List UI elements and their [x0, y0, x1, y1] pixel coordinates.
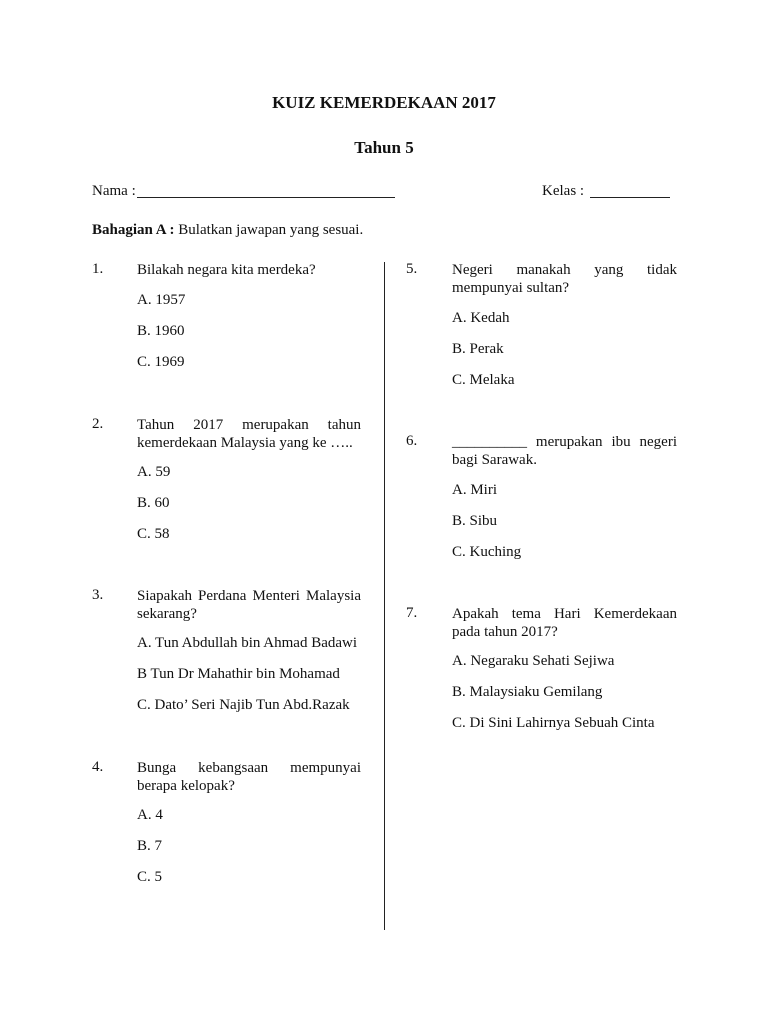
section-instruction: [92, 222, 363, 239]
question-3-line-1: Siapakah Perdana Menteri Malaysia: [137, 588, 361, 604]
question-7-number: 7.: [406, 605, 418, 621]
question-3-option-a[interactable]: A. Tun Abdullah bin Ahmad Badawi: [137, 635, 358, 651]
question-1-option-a[interactable]: A. 1957: [137, 292, 186, 308]
class-label: Kelas :: [542, 183, 585, 199]
question-2-text: [137, 416, 361, 452]
question-6-option-b[interactable]: B. Sibu: [452, 513, 498, 529]
section-label: Bahagian A :: [92, 222, 175, 238]
quiz-title: KUIZ KEMERDEKAAN 2017: [272, 93, 496, 112]
question-6-line-1: __________ merupakan ibu negeri: [452, 434, 677, 450]
question-5-number: 5.: [406, 261, 418, 277]
question-2-option-c[interactable]: C. 58: [137, 526, 170, 542]
question-5-option-a[interactable]: A. Kedah: [452, 310, 510, 326]
question-5-line-1: Negeri manakah yang tidak: [452, 262, 677, 278]
question-7-option-c[interactable]: C. Di Sini Lahirnya Sebuah Cinta: [452, 715, 655, 731]
class-blank-line[interactable]: [590, 197, 670, 198]
question-4-option-c[interactable]: C. 5: [137, 869, 163, 885]
question-2-number: 2.: [92, 416, 104, 432]
quiz-subtitle: Tahun 5: [354, 138, 414, 157]
name-label: Nama :: [92, 183, 136, 199]
question-7-option-b[interactable]: B. Malaysiaku Gemilang: [452, 684, 603, 700]
question-1-text: [137, 261, 361, 279]
column-divider: [384, 262, 385, 930]
question-3-number: 3.: [92, 587, 104, 603]
question-1-line-1: Bilakah negara kita merdeka?: [137, 262, 316, 278]
question-7-line-1: Apakah tema Hari Kemerdekaan: [452, 606, 677, 622]
question-4-line-1: Bunga kebangsaan mempunyai: [137, 760, 361, 776]
question-2-line-1: Tahun 2017 merupakan tahun: [137, 417, 361, 433]
question-5-text: [452, 261, 677, 297]
question-6-text: [452, 433, 677, 469]
question-2-option-b[interactable]: B. 60: [137, 495, 170, 511]
question-4-number: 4.: [92, 759, 104, 775]
question-3-option-b[interactable]: B Tun Dr Mahathir bin Mohamad: [137, 666, 340, 682]
question-4-text: [137, 759, 361, 795]
question-7-option-a[interactable]: A. Negaraku Sehati Sejiwa: [452, 653, 615, 669]
question-6-option-c[interactable]: C. Kuching: [452, 544, 522, 560]
question-5-line-2: mempunyai sultan?: [452, 280, 570, 296]
question-3-line-2: sekarang?: [137, 606, 197, 622]
question-2-line-2: kemerdekaan Malaysia yang ke …..: [137, 435, 353, 451]
question-1-number: 1.: [92, 261, 104, 277]
section-instruction-text: Bulatkan jawapan yang sesuai.: [178, 222, 364, 238]
question-4-option-a[interactable]: A. 4: [137, 807, 163, 823]
question-4-line-2: berapa kelopak?: [137, 778, 235, 794]
question-6-number: 6.: [406, 433, 418, 449]
question-7-text: [452, 605, 677, 641]
question-5-option-b[interactable]: B. Perak: [452, 341, 504, 357]
question-4-option-b[interactable]: B. 7: [137, 838, 163, 854]
question-5-option-c[interactable]: C. Melaka: [452, 372, 515, 388]
question-3-text: [137, 587, 361, 623]
question-6-option-a[interactable]: A. Miri: [452, 482, 497, 498]
question-1-option-b[interactable]: B. 1960: [137, 323, 185, 339]
question-2-option-a[interactable]: A. 59: [137, 464, 171, 480]
question-6-line-2: bagi Sarawak.: [452, 452, 537, 468]
name-blank-line[interactable]: [137, 197, 395, 198]
question-1-option-c[interactable]: C. 1969: [137, 354, 185, 370]
question-3-option-c[interactable]: C. Dato’ Seri Najib Tun Abd.Razak: [137, 697, 350, 713]
question-7-line-2: pada tahun 2017?: [452, 624, 558, 640]
